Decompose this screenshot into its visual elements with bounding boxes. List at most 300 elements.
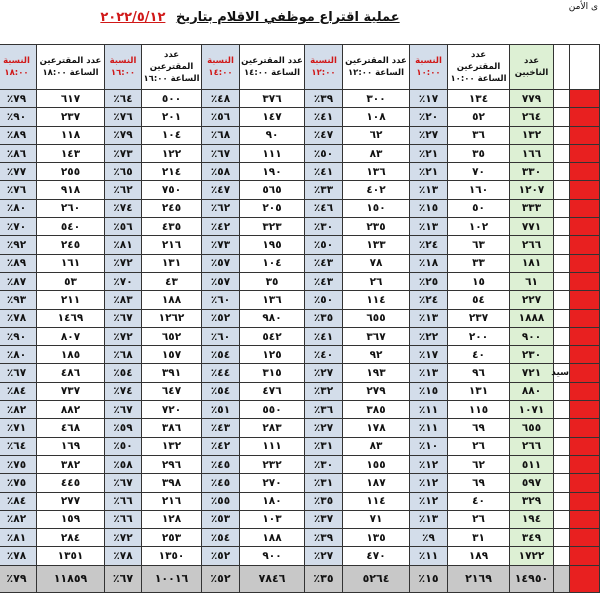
header-count-1400: عدد المقترعين الساعة ١٤:٠٠ bbox=[240, 45, 305, 90]
row-label-cell bbox=[554, 309, 570, 327]
cell-count-1000: ٧٠ bbox=[448, 163, 510, 181]
cell-count-1800: ٤٨٦ bbox=[37, 364, 105, 382]
cell-count-1600: ١٨٨ bbox=[142, 291, 202, 309]
cell-voters: ٢٦٦ bbox=[510, 236, 554, 254]
cell-count-1400: ٣٢٣ bbox=[240, 218, 305, 236]
cell-pct-1200: ٥٠٪ bbox=[305, 236, 343, 254]
header-count-1600: عدد المقترعين الساعة ١٦:٠٠ bbox=[142, 45, 202, 90]
cell-count-1400: ١١١ bbox=[240, 437, 305, 455]
table-row bbox=[0, 236, 600, 254]
header-label-cell bbox=[554, 45, 570, 90]
cell-pct-1600: ٦٧٪ bbox=[105, 474, 142, 492]
page-title bbox=[100, 10, 400, 25]
cell-count-1000: ٢٠٠ bbox=[448, 327, 510, 345]
total-count-1200: ٥٢٦٤ bbox=[343, 565, 410, 592]
cell-pct-1800: ٨٢٪ bbox=[0, 510, 37, 528]
cell-pct-1600: ٨١٪ bbox=[105, 236, 142, 254]
cell-pct-1400: ٤٢٪ bbox=[202, 437, 240, 455]
row-marker-cell bbox=[570, 144, 600, 162]
cell-pct-1800: ٧٧٪ bbox=[0, 163, 37, 181]
table-row bbox=[0, 364, 600, 382]
cell-pct-1800: ٨١٪ bbox=[0, 529, 37, 547]
cell-count-1400: ٢٨٣ bbox=[240, 419, 305, 437]
row-marker-cell bbox=[570, 309, 600, 327]
cell-pct-1400: ٦٨٪ bbox=[202, 126, 240, 144]
cell-count-1000: ٦٣ bbox=[448, 236, 510, 254]
row-marker-cell bbox=[570, 218, 600, 236]
table-body bbox=[0, 90, 600, 593]
cell-count-1800: ٢٤٥ bbox=[37, 236, 105, 254]
cell-count-1400: ٤٧٦ bbox=[240, 382, 305, 400]
cell-count-1200: ٣٦٧ bbox=[343, 327, 410, 345]
header-count-1800: عدد المقترعين الساعة ١٨:٠٠ bbox=[37, 45, 105, 90]
cell-pct-1000: ١٠٪ bbox=[410, 437, 448, 455]
row-label-cell bbox=[554, 510, 570, 528]
cell-pct-1800: ٩٠٪ bbox=[0, 327, 37, 345]
table-row bbox=[0, 419, 600, 437]
cell-count-1400: ٢٣٢ bbox=[240, 455, 305, 473]
cell-count-1800: ٥٣ bbox=[37, 272, 105, 290]
total-pct-1600: ٦٧٪ bbox=[105, 565, 142, 592]
cell-pct-1200: ٤١٪ bbox=[305, 163, 343, 181]
row-marker-cell bbox=[570, 291, 600, 309]
row-marker-cell bbox=[570, 108, 600, 126]
cell-count-1400: ٣١٥ bbox=[240, 364, 305, 382]
cell-pct-1600: ٧٢٪ bbox=[105, 529, 142, 547]
cell-count-1000: ٩٦ bbox=[448, 364, 510, 382]
table-row bbox=[0, 108, 600, 126]
row-marker-cell bbox=[570, 181, 600, 199]
cell-count-1600: ٢٠١ bbox=[142, 108, 202, 126]
cell-count-1200: ٢٦ bbox=[343, 272, 410, 290]
cell-pct-1200: ٣١٪ bbox=[305, 474, 343, 492]
cell-count-1400: ٩٠ bbox=[240, 126, 305, 144]
cell-pct-1600: ٥٤٪ bbox=[105, 364, 142, 382]
table-row bbox=[0, 529, 600, 547]
cell-count-1400: ١٣٦ bbox=[240, 291, 305, 309]
cell-count-1600: ٢٩٦ bbox=[142, 455, 202, 473]
cell-count-1400: ١٤٧ bbox=[240, 108, 305, 126]
cell-count-1800: ٢٣٧ bbox=[37, 108, 105, 126]
cell-pct-1800: ٨٩٪ bbox=[0, 254, 37, 272]
row-label-cell bbox=[554, 327, 570, 345]
table-row bbox=[0, 218, 600, 236]
cell-pct-1000: ٢٧٪ bbox=[410, 126, 448, 144]
cell-pct-1600: ٧٣٪ bbox=[105, 144, 142, 162]
total-count-1000: ٢١٦٩ bbox=[448, 565, 510, 592]
cell-pct-1600: ٥٨٪ bbox=[105, 455, 142, 473]
cell-pct-1200: ٢٧٪ bbox=[305, 419, 343, 437]
row-label-cell bbox=[554, 401, 570, 419]
cell-count-1800: ١٣٥١ bbox=[37, 547, 105, 565]
cell-count-1400: ٩٨٠ bbox=[240, 309, 305, 327]
corner-text: ى الأمن bbox=[568, 2, 598, 12]
cell-count-1400: ١٨٠ bbox=[240, 492, 305, 510]
cell-count-1600: ١٣٢ bbox=[142, 437, 202, 455]
cell-pct-1400: ٤٣٪ bbox=[202, 419, 240, 437]
cell-count-1600: ٢١٤ bbox=[142, 163, 202, 181]
cell-pct-1200: ٢٧٪ bbox=[305, 364, 343, 382]
cell-pct-1600: ٧٩٪ bbox=[105, 126, 142, 144]
cell-pct-1200: ٣٩٪ bbox=[305, 529, 343, 547]
header-pct-1400: النسبة ١٤:٠٠ bbox=[202, 45, 240, 90]
row-marker-cell bbox=[570, 401, 600, 419]
cell-pct-1800: ٩٢٪ bbox=[0, 236, 37, 254]
cell-pct-1800: ٧٩٪ bbox=[0, 90, 37, 108]
cell-pct-1200: ٥٠٪ bbox=[305, 291, 343, 309]
row-label-cell bbox=[554, 419, 570, 437]
cell-pct-1000: ١٣٪ bbox=[410, 364, 448, 382]
cell-pct-1400: ٥١٪ bbox=[202, 401, 240, 419]
row-label-cell bbox=[554, 236, 570, 254]
cell-pct-1600: ٦٢٪ bbox=[105, 181, 142, 199]
table-row bbox=[0, 309, 600, 327]
header-count-1000: عدد المقترعين الساعة ١٠:٠٠ bbox=[448, 45, 510, 90]
cell-count-1400: ١٩٠ bbox=[240, 163, 305, 181]
cell-count-1800: ١٤٣ bbox=[37, 144, 105, 162]
table-row bbox=[0, 144, 600, 162]
cell-pct-1400: ٦٢٪ bbox=[202, 199, 240, 217]
cell-count-1600: ٦٥٢ bbox=[142, 327, 202, 345]
title-date: ٢٠٢٢/٥/١٢ bbox=[100, 10, 166, 25]
cell-count-1000: ٣٦ bbox=[448, 126, 510, 144]
cell-pct-1000: ١٧٪ bbox=[410, 90, 448, 108]
cell-voters: ١٣٢ bbox=[510, 126, 554, 144]
cell-voters: ٢٣٠ bbox=[510, 346, 554, 364]
header-pct-1000: النسبة ١٠:٠٠ bbox=[410, 45, 448, 90]
row-label-cell bbox=[554, 437, 570, 455]
table-row bbox=[0, 474, 600, 492]
cell-count-1400: ١١١ bbox=[240, 144, 305, 162]
cell-pct-1200: ٤٣٪ bbox=[305, 272, 343, 290]
cell-count-1600: ٧٢٠ bbox=[142, 401, 202, 419]
cell-count-1200: ٩٢ bbox=[343, 346, 410, 364]
cell-count-1000: ٣٥ bbox=[448, 144, 510, 162]
cell-voters: ٣٣٠ bbox=[510, 163, 554, 181]
cell-count-1400: ٢٧٠ bbox=[240, 474, 305, 492]
cell-pct-1200: ٥٠٪ bbox=[305, 144, 343, 162]
table-row bbox=[0, 510, 600, 528]
cell-pct-1600: ٧٢٪ bbox=[105, 327, 142, 345]
cell-count-1600: ١٢٢ bbox=[142, 144, 202, 162]
cell-pct-1600: ٦٦٪ bbox=[105, 492, 142, 510]
cell-count-1400: ١٩٥ bbox=[240, 236, 305, 254]
cell-voters: ١٩٤ bbox=[510, 510, 554, 528]
cell-pct-1200: ٣١٪ bbox=[305, 437, 343, 455]
total-count-1800: ١١٨٥٩ bbox=[37, 565, 105, 592]
row-label-cell bbox=[554, 144, 570, 162]
cell-count-1200: ٨٣ bbox=[343, 437, 410, 455]
cell-pct-1000: ١١٪ bbox=[410, 419, 448, 437]
cell-count-1200: ١٣٦ bbox=[343, 163, 410, 181]
cell-voters: ٣٢٩ bbox=[510, 492, 554, 510]
cell-pct-1000: ٢٠٪ bbox=[410, 108, 448, 126]
cell-count-1200: ٦٢ bbox=[343, 126, 410, 144]
cell-voters: ١٨٨٨ bbox=[510, 309, 554, 327]
cell-pct-1600: ٧٨٪ bbox=[105, 547, 142, 565]
cell-pct-1400: ٥٥٪ bbox=[202, 492, 240, 510]
total-pct-1200: ٣٥٪ bbox=[305, 565, 343, 592]
cell-voters: ١٢٠٧ bbox=[510, 181, 554, 199]
cell-count-1600: ٤٣ bbox=[142, 272, 202, 290]
cell-pct-1600: ٦٤٪ bbox=[105, 90, 142, 108]
cell-pct-1800: ٧١٪ bbox=[0, 419, 37, 437]
cell-pct-1600: ٦٦٪ bbox=[105, 510, 142, 528]
cell-count-1200: ١٥٥ bbox=[343, 455, 410, 473]
totals-marker-cell bbox=[570, 565, 600, 592]
cell-count-1800: ٤٦٨ bbox=[37, 419, 105, 437]
cell-count-1600: ٦٤٧ bbox=[142, 382, 202, 400]
row-label-cell bbox=[554, 492, 570, 510]
cell-pct-1800: ٧٠٪ bbox=[0, 218, 37, 236]
row-label-cell bbox=[554, 346, 570, 364]
cell-count-1000: ٦٩ bbox=[448, 474, 510, 492]
cell-count-1600: ١٢٨ bbox=[142, 510, 202, 528]
cell-count-1000: ٢٣٧ bbox=[448, 309, 510, 327]
cell-pct-1600: ٨٣٪ bbox=[105, 291, 142, 309]
cell-pct-1200: ٣٢٪ bbox=[305, 382, 343, 400]
cell-pct-1800: ٧٥٪ bbox=[0, 455, 37, 473]
header-row bbox=[0, 45, 600, 90]
cell-voters: ١٨١ bbox=[510, 254, 554, 272]
row-marker-cell bbox=[570, 272, 600, 290]
cell-voters: ٧٧٩ bbox=[510, 90, 554, 108]
total-pct-1000: ١٥٪ bbox=[410, 565, 448, 592]
cell-pct-1200: ٣٠٪ bbox=[305, 218, 343, 236]
cell-pct-1200: ٤٠٪ bbox=[305, 346, 343, 364]
cell-pct-1800: ٦٤٪ bbox=[0, 437, 37, 455]
cell-count-1200: ١٣٥ bbox=[343, 529, 410, 547]
cell-count-1200: ١٨٧ bbox=[343, 474, 410, 492]
table-row bbox=[0, 437, 600, 455]
cell-voters: ٥٩٧ bbox=[510, 474, 554, 492]
cell-pct-1000: ٢٢٪ bbox=[410, 327, 448, 345]
row-label-cell bbox=[554, 254, 570, 272]
cell-count-1800: ٢٨٤ bbox=[37, 529, 105, 547]
cell-pct-1600: ٦٥٪ bbox=[105, 163, 142, 181]
cell-pct-1400: ٥٢٪ bbox=[202, 547, 240, 565]
totals-row bbox=[0, 565, 600, 592]
cell-count-1000: ١٠٢ bbox=[448, 218, 510, 236]
cell-count-1200: ٧١ bbox=[343, 510, 410, 528]
cell-count-1800: ١٦١ bbox=[37, 254, 105, 272]
row-marker-cell bbox=[570, 419, 600, 437]
cell-pct-1400: ٥٨٪ bbox=[202, 163, 240, 181]
cell-pct-1000: ٢١٪ bbox=[410, 144, 448, 162]
row-label-cell: سيد bbox=[554, 364, 570, 382]
cell-count-1000: ٢٦ bbox=[448, 510, 510, 528]
cell-count-1600: ٥٠٠ bbox=[142, 90, 202, 108]
total-count-1400: ٧٨٤٦ bbox=[240, 565, 305, 592]
cell-pct-1000: ٢٥٪ bbox=[410, 272, 448, 290]
cell-count-1000: ٦٢ bbox=[448, 455, 510, 473]
row-marker-cell bbox=[570, 163, 600, 181]
cell-pct-1000: ١٣٪ bbox=[410, 510, 448, 528]
table-row bbox=[0, 199, 600, 217]
cell-pct-1200: ٣٣٪ bbox=[305, 181, 343, 199]
table-row bbox=[0, 455, 600, 473]
row-label-cell bbox=[554, 163, 570, 181]
cell-pct-1200: ٣٥٪ bbox=[305, 309, 343, 327]
cell-voters: ٢٦٦ bbox=[510, 437, 554, 455]
cell-pct-1600: ٥٠٪ bbox=[105, 437, 142, 455]
cell-pct-1400: ٤٥٪ bbox=[202, 474, 240, 492]
row-marker-cell bbox=[570, 364, 600, 382]
row-marker-cell bbox=[570, 492, 600, 510]
table-row bbox=[0, 492, 600, 510]
cell-count-1200: ١١٤ bbox=[343, 291, 410, 309]
cell-count-1200: ٣٠٠ bbox=[343, 90, 410, 108]
cell-pct-1600: ٧٤٪ bbox=[105, 382, 142, 400]
table-row bbox=[0, 254, 600, 272]
cell-count-1200: ٨٣ bbox=[343, 144, 410, 162]
row-label-cell bbox=[554, 529, 570, 547]
header-marker-cell bbox=[570, 45, 600, 90]
cell-pct-1400: ٤٢٪ bbox=[202, 218, 240, 236]
table-row bbox=[0, 401, 600, 419]
cell-count-1000: ١٣١ bbox=[448, 382, 510, 400]
row-marker-cell bbox=[570, 254, 600, 272]
cell-pct-1400: ٥٢٪ bbox=[202, 309, 240, 327]
cell-pct-1000: ١٢٪ bbox=[410, 455, 448, 473]
total-pct-1400: ٥٢٪ bbox=[202, 565, 240, 592]
cell-pct-1400: ٧٣٪ bbox=[202, 236, 240, 254]
cell-pct-1200: ٤٦٪ bbox=[305, 199, 343, 217]
cell-count-1600: ١٥٧ bbox=[142, 346, 202, 364]
cell-count-1000: ١١٥ bbox=[448, 401, 510, 419]
cell-pct-1000: ١٥٪ bbox=[410, 382, 448, 400]
row-marker-cell bbox=[570, 474, 600, 492]
row-label-cell bbox=[554, 90, 570, 108]
table-row bbox=[0, 346, 600, 364]
row-label-cell bbox=[554, 181, 570, 199]
cell-count-1800: ١٤٦٩ bbox=[37, 309, 105, 327]
cell-count-1800: ٢١١ bbox=[37, 291, 105, 309]
cell-pct-1000: ١٧٪ bbox=[410, 346, 448, 364]
cell-pct-1400: ٥٧٪ bbox=[202, 272, 240, 290]
cell-count-1600: ٣٩١ bbox=[142, 364, 202, 382]
cell-count-1000: ٥٢ bbox=[448, 108, 510, 126]
cell-pct-1600: ٦٨٪ bbox=[105, 346, 142, 364]
cell-pct-1000: ٢١٪ bbox=[410, 163, 448, 181]
cell-count-1800: ٩١٨ bbox=[37, 181, 105, 199]
cell-count-1800: ٨٨٢ bbox=[37, 401, 105, 419]
cell-pct-1200: ٣٧٪ bbox=[305, 510, 343, 528]
row-label-cell bbox=[554, 547, 570, 565]
table-row bbox=[0, 272, 600, 290]
row-label-cell bbox=[554, 291, 570, 309]
cell-voters: ٦٥٥ bbox=[510, 419, 554, 437]
header-pct-1200: النسبة ١٢:٠٠ bbox=[305, 45, 343, 90]
cell-pct-1000: ٩٪ bbox=[410, 529, 448, 547]
cell-count-1400: ٥٤٢ bbox=[240, 327, 305, 345]
cell-count-1800: ٢٥٥ bbox=[37, 163, 105, 181]
cell-pct-1600: ٧٦٪ bbox=[105, 108, 142, 126]
cell-count-1400: ٩٠٠ bbox=[240, 547, 305, 565]
cell-pct-1800: ٧٥٪ bbox=[0, 474, 37, 492]
cell-count-1000: ٥٠ bbox=[448, 199, 510, 217]
row-marker-cell bbox=[570, 236, 600, 254]
table-row bbox=[0, 327, 600, 345]
cell-count-1200: ٤٠٢ bbox=[343, 181, 410, 199]
table-row bbox=[0, 291, 600, 309]
title-main: عملية اقتراع موظفي الاقلام بتاريخ bbox=[175, 10, 400, 25]
cell-count-1400: ٣٥ bbox=[240, 272, 305, 290]
cell-voters: ٢٦٤ bbox=[510, 108, 554, 126]
cell-pct-1800: ٨٧٪ bbox=[0, 272, 37, 290]
cell-count-1600: ٤٣٥ bbox=[142, 218, 202, 236]
row-label-cell bbox=[554, 218, 570, 236]
cell-pct-1200: ٤١٪ bbox=[305, 327, 343, 345]
cell-voters: ٢٢٧ bbox=[510, 291, 554, 309]
cell-count-1400: ١٨٨ bbox=[240, 529, 305, 547]
row-marker-cell bbox=[570, 90, 600, 108]
cell-count-1800: ٧٣٧ bbox=[37, 382, 105, 400]
cell-pct-1600: ٦٧٪ bbox=[105, 401, 142, 419]
cell-pct-1800: ٨٢٪ bbox=[0, 401, 37, 419]
row-label-cell bbox=[554, 108, 570, 126]
cell-voters: ٧٢١ bbox=[510, 364, 554, 382]
cell-pct-1400: ٤٤٪ bbox=[202, 364, 240, 382]
cell-pct-1800: ٨٠٪ bbox=[0, 346, 37, 364]
cell-voters: ٩٠٠ bbox=[510, 327, 554, 345]
row-marker-cell bbox=[570, 346, 600, 364]
total-voters: ١٤٩٥٠ bbox=[510, 565, 554, 592]
header-voters: عدد الناخبين bbox=[510, 45, 554, 90]
cell-voters: ٧٧١ bbox=[510, 218, 554, 236]
cell-pct-1800: ٩٣٪ bbox=[0, 291, 37, 309]
cell-count-1800: ١٨٥ bbox=[37, 346, 105, 364]
cell-pct-1000: ١٨٪ bbox=[410, 254, 448, 272]
cell-count-1000: ٣٣ bbox=[448, 254, 510, 272]
cell-count-1600: ٣٨٦ bbox=[142, 419, 202, 437]
cell-count-1600: ٧٥٠ bbox=[142, 181, 202, 199]
cell-pct-1800: ٩٠٪ bbox=[0, 108, 37, 126]
cell-pct-1400: ٥٧٪ bbox=[202, 254, 240, 272]
cell-count-1000: ٦٩ bbox=[448, 419, 510, 437]
cell-pct-1200: ٣٩٪ bbox=[305, 90, 343, 108]
total-count-1600: ١٠٠١٦ bbox=[142, 565, 202, 592]
cell-count-1000: ٢٦ bbox=[448, 437, 510, 455]
cell-count-1800: ٦١٧ bbox=[37, 90, 105, 108]
cell-count-1800: ٢٧٧ bbox=[37, 492, 105, 510]
cell-voters: ١٧٢٢ bbox=[510, 547, 554, 565]
cell-pct-1600: ٦٧٪ bbox=[105, 309, 142, 327]
cell-count-1600: ١٣١ bbox=[142, 254, 202, 272]
cell-pct-1000: ٢٤٪ bbox=[410, 236, 448, 254]
cell-count-1400: ١٠٣ bbox=[240, 510, 305, 528]
cell-count-1600: ١٢٦٢ bbox=[142, 309, 202, 327]
row-marker-cell bbox=[570, 199, 600, 217]
cell-pct-1200: ٤٣٪ bbox=[305, 254, 343, 272]
cell-count-1000: ٥٤ bbox=[448, 291, 510, 309]
cell-pct-1800: ٧٨٪ bbox=[0, 547, 37, 565]
cell-count-1200: ١٠٨ bbox=[343, 108, 410, 126]
cell-voters: ١٦٦ bbox=[510, 144, 554, 162]
cell-count-1400: ٢٠٥ bbox=[240, 199, 305, 217]
table-row bbox=[0, 382, 600, 400]
cell-pct-1000: ١٣٪ bbox=[410, 218, 448, 236]
cell-pct-1000: ١٣٪ bbox=[410, 309, 448, 327]
header-pct-1800: النسبة ١٨:٠٠ bbox=[0, 45, 37, 90]
cell-pct-1800: ٨٤٪ bbox=[0, 492, 37, 510]
cell-pct-1000: ١٢٪ bbox=[410, 474, 448, 492]
cell-voters: ٥١١ bbox=[510, 455, 554, 473]
cell-count-1200: ٧٨ bbox=[343, 254, 410, 272]
row-label-cell bbox=[554, 126, 570, 144]
table-row bbox=[0, 547, 600, 565]
cell-count-1400: ١٠٤ bbox=[240, 254, 305, 272]
